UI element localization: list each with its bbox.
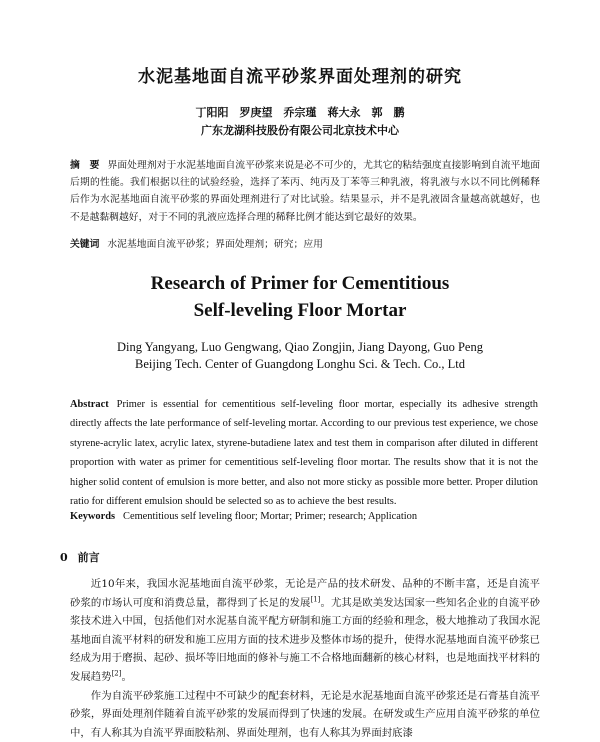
paragraph-text: 。尤其是欧美发达国家一些知名企业的自流平砂浆技术进入中国，包括他们对水泥基自流平配方研制和施工方面的经验和理念，极大地推动了我国水泥基地面自流平材料的研发和施工应用方面的技术进步及整体市场的提升，使得水泥基地面自流平砂浆已经成为用于磨损、起砂、损坏等旧地面的修补与施工不合格地面翻新的核心材料，也是地面找平材料的发展趋势 xyxy=(70,596,541,683)
english-title-line-1: Research of Primer for Cementitious xyxy=(150,273,450,294)
citation: [2] xyxy=(111,669,122,678)
body-text xyxy=(70,575,540,742)
chinese-keywords xyxy=(70,237,540,253)
paragraph xyxy=(70,575,540,687)
english-keywords xyxy=(70,509,540,525)
english-affiliation: Beijing Tech. Center of Guangdong Longhu Sci. & Tech. Co., Ltd xyxy=(134,357,466,371)
paragraph-text: 近10年来，我国水泥基地面自流平砂浆，无论是产品的技术研发、品种的不断丰富，还是自流平砂浆的市场认可度和消费总量，都得到了长足的发展 xyxy=(70,578,540,609)
english-keywords-text: Cementitious self leveling floor; Mortar; Primer; research; Application xyxy=(123,511,418,522)
english-abstract-text: Primer is essential for cementitious self-leveling floor mortar, especially its adhesive strength directly affects the late performance of self-leveling mortar. According to our previous test experience, we chose styrene-acrylic latex, acrylic latex, styrene-butadiene latex and test them in comparison after diluted in different proportion with water as primer for cementitious self-leveling floor mortar. The results show that it is not the higher solid content of emulsion is more better, and also not more sticky as possible more better. Proper dilution ratio for different emulsion should be selected so as to achieve the best results. xyxy=(70,399,538,508)
chinese-authors: 丁阳阳 罗庚望 乔宗瑾 蒋大永 郭 鹏 xyxy=(195,106,405,119)
paragraph-text: 。 xyxy=(121,670,132,683)
english-title-line-2: Self-leveling Floor Mortar xyxy=(193,300,407,321)
english-abstract-label: Abstract xyxy=(70,399,109,410)
english-title xyxy=(0,270,600,324)
paragraph: 作为自流平砂浆施工过程中不可缺少的配套材料，无论是水泥基地面自流平砂浆还是石膏基自流平砂浆，界面处理剂伴随着自流平砂浆的发展而得到了快速的发展。在研发或生产应用自流平砂浆的单位中，有人称其为自流平界面胶粘剂、界面处理剂，也有人称其为界面封底漆 xyxy=(70,689,540,739)
english-authors-block xyxy=(0,339,600,373)
section-number: 0 xyxy=(60,551,68,564)
chinese-abstract-label: 摘 要 xyxy=(70,160,100,171)
english-authors: Ding Yangyang, Luo Gengwang, Qiao Zongjin, Jiang Dayong, Guo Peng xyxy=(117,340,483,354)
chinese-keywords-text: 水泥基地面自流平砂浆；界面处理剂；研究；应用 xyxy=(107,239,323,250)
chinese-title: 水泥基地面自流平砂浆界面处理剂的研究 xyxy=(138,67,462,87)
chinese-abstract xyxy=(70,157,540,226)
citation: [1] xyxy=(310,595,321,604)
section-heading xyxy=(60,549,100,565)
chinese-affiliation: 广东龙湖科技股份有限公司北京技术中心 xyxy=(201,124,399,137)
english-keywords-label: Keywords xyxy=(70,511,116,522)
english-abstract xyxy=(70,395,538,511)
section-title: 前言 xyxy=(77,551,100,564)
chinese-keywords-label: 关键词 xyxy=(70,239,100,250)
chinese-abstract-text: 界面处理剂对于水泥基地面自流平砂浆来说是必不可少的，尤其它的粘结强度直接影响到自流平地面后期的性能。我们根据以往的试验经验，选择了苯丙、纯丙及丁苯等三种乳液，将乳液与水以不同比例稀释后作为水泥基地面自流平砂浆的界面处理剂进行了对比试验。结果显示，并不是乳液固含量越高就越好，也不是越黏稠越好，对于不同的乳液应选择合理的稀释比例才能达到它最好的效果。 xyxy=(70,160,541,223)
